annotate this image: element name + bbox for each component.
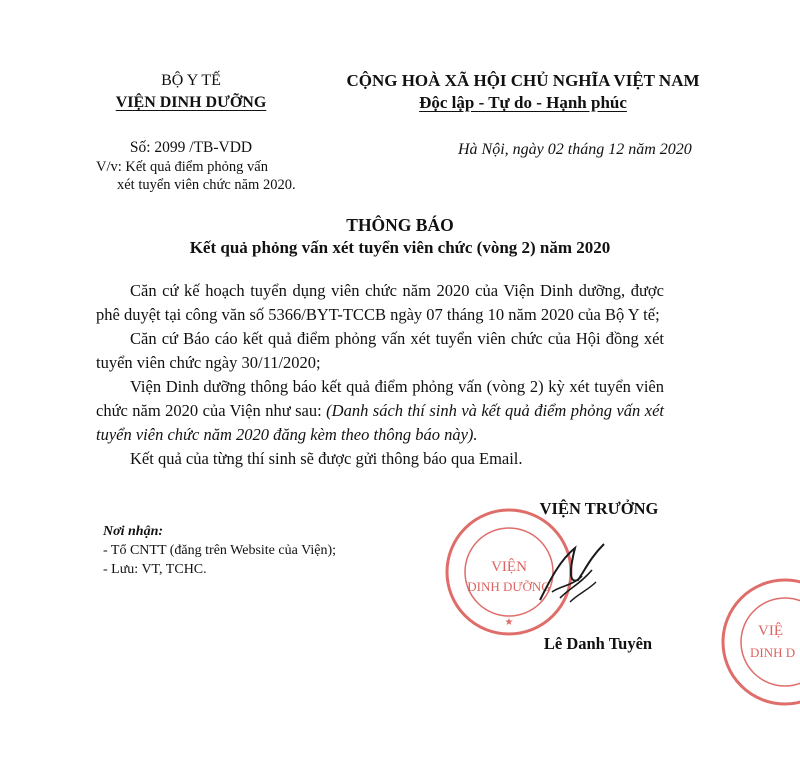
body-paragraph: Căn cứ Báo cáo kết quả điểm phỏng vấn xét tuyển viên chức của Hội đồng xét tuyển viên chức ngày 30/11/2020; [96,329,664,372]
signer-name: Lê Danh Tuyên [543,634,653,653]
subject-line: V/v: Kết quả điểm phỏng vấn [96,159,268,175]
national-header [318,70,728,114]
document-body [96,279,664,471]
attachment-note: (Danh sách thí sinh và kết quả điểm phỏng vấn xét tuyển viên chức năm 2020 đăng kèm theo thông báo này). [96,401,664,444]
organization-header [96,70,286,114]
body-paragraph: Căn cứ kế hoạch tuyển dụng viên chức năm 2020 của Viện Dinh dưỡng, được phê duyệt tại công văn số 5366/BYT-TCCB ngày 07 tháng 10 năm 2020 của Bộ Y tế; [96,281,664,324]
body-text: Viện Dinh dưỡng thông báo kết quả điểm phỏng vấn (vòng 2) kỳ xét tuyển viên chức năm 2020 của Viện như sau: [96,377,664,420]
recipient-item: - Tổ CNTT (đăng trên Website của Viện); [103,543,336,558]
partial-seal [720,577,800,707]
seal-text: VIỆ [758,623,783,639]
document-title-block [90,213,710,259]
recipients-heading: Nơi nhận: [103,524,164,539]
body-paragraph [96,375,664,447]
document-title: THÔNG BÁO [346,215,454,235]
recipient-item: - Lưu: VT, TCHC. [103,562,207,577]
seal-text: DINH DƯỠNG [467,579,551,594]
subject-line: xét tuyển viên chức năm 2020. [117,177,296,193]
signer-title: VIỆN TRƯỞNG [539,499,659,518]
recipients-block [103,522,423,579]
document-reference [96,139,306,194]
body-paragraph: Kết quả của từng thí sinh sẽ được gửi thông báo qua Email. [130,449,523,468]
svg-text:★: ★ [504,617,514,628]
seal-text: VIỆN [491,559,527,575]
seal-text: DINH D [750,645,796,660]
national-motto: Độc lập - Tự do - Hạnh phúc [419,93,627,112]
nation-title: CỘNG HOÀ XÃ HỘI CHỦ NGHĨA VIỆT NAM [346,71,700,90]
handwritten-signature [530,540,610,610]
document-number: Số: 2099 /TB-VDD [129,139,253,156]
ministry-name: BỘ Y TẾ [161,72,221,89]
document-subtitle: Kết quả phỏng vấn xét tuyển viên chức (vòng 2) năm 2020 [189,238,611,257]
issue-date: Hà Nội, ngày 02 tháng 12 năm 2020 [458,141,692,158]
institute-name: VIỆN DINH DƯỠNG [115,94,267,111]
